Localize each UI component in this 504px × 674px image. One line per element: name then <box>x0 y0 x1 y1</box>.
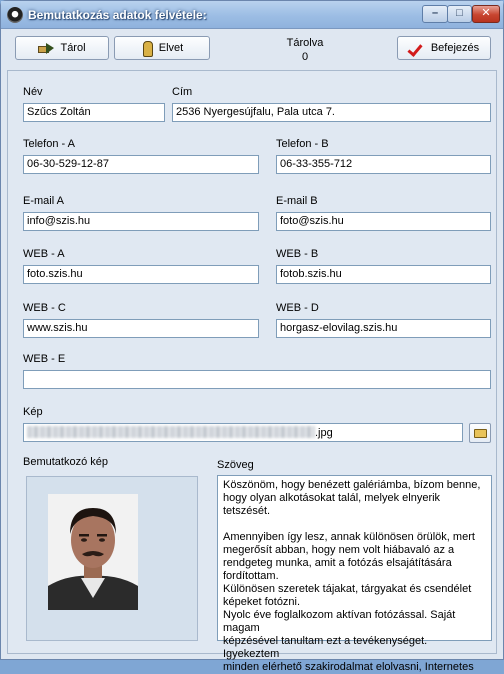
checkmark-icon <box>409 41 425 55</box>
image-path-suffix: .jpg <box>315 427 333 439</box>
web-b-input[interactable]: fotob.szis.hu <box>276 265 491 284</box>
blurred-path <box>27 426 315 438</box>
store-button-label: Tárol <box>60 42 86 54</box>
minimize-button[interactable]: – <box>422 5 448 23</box>
email-b-input[interactable]: foto@szis.hu <box>276 212 491 231</box>
folder-open-icon <box>474 429 487 438</box>
name-input[interactable]: Szűcs Zoltán <box>23 103 165 122</box>
close-button[interactable]: ✕ <box>472 5 500 23</box>
web-d-label: WEB - D <box>276 302 319 314</box>
intro-image-label: Bemutatkozó kép <box>23 456 108 468</box>
image-label: Kép <box>23 406 43 418</box>
email-a-label: E-mail A <box>23 195 64 207</box>
stored-label: Tárolva <box>286 37 324 49</box>
text-label: Szöveg <box>217 459 254 471</box>
email-b-label: E-mail B <box>276 195 318 207</box>
camera-lens-icon <box>7 7 23 23</box>
web-d-input[interactable]: horgasz-elovilag.szis.hu <box>276 319 491 338</box>
web-a-input[interactable]: foto.szis.hu <box>23 265 259 284</box>
discard-button-label: Elvet <box>158 42 184 54</box>
phone-a-input[interactable]: 06-30-529-12-87 <box>23 155 259 174</box>
toolbar <box>7 30 497 68</box>
web-e-label: WEB - E <box>23 353 66 365</box>
portrait-photo <box>48 494 138 610</box>
email-a-input[interactable]: info@szis.hu <box>23 212 259 231</box>
store-button[interactable] <box>15 36 109 60</box>
web-c-label: WEB - C <box>23 302 66 314</box>
address-input[interactable]: 2536 Nyergesújfalu, Pala utca 7. <box>172 103 491 122</box>
web-c-input[interactable]: www.szis.hu <box>23 319 259 338</box>
phone-a-label: Telefon - A <box>23 138 75 150</box>
window-title: Bemutatkozás adatok felvétele: <box>28 8 207 22</box>
image-path-input[interactable] <box>23 423 463 442</box>
web-b-label: WEB - B <box>276 248 319 260</box>
browse-image-button[interactable] <box>469 423 491 443</box>
save-arrow-icon <box>38 43 54 54</box>
finish-button[interactable] <box>397 36 491 60</box>
form-panel <box>7 70 497 673</box>
finish-button-label: Befejezés <box>430 42 480 54</box>
phone-b-input[interactable]: 06-33-355-712 <box>276 155 491 174</box>
name-label: Név <box>23 86 43 98</box>
intro-text-area[interactable]: Köszönöm, hogy benézett galériámba, bízom benne, hogy olyan alkotásokat talál, melyek elnyerik tetszését. Amennyiben így lesz, annak különösen örülök, mert megerősít abban, hogy nem volt hiábavaló az a rendgeteg munka, amit a fotózás elsajátítására fordítottam. Különösen szeretek tájakat, tárgyakat és csendélet képeket fotózni. Nyolc éve foglalkozom aktívan fotózással. Saját magam képzésével tanultam ezt a tevékenységet. Igyekeztem minden elérhető szakirodalmat elolvasni, Internetes <box>217 475 492 641</box>
hand-icon <box>141 41 153 55</box>
intro-image-frame[interactable] <box>26 476 198 641</box>
stored-count: 0 <box>301 51 309 63</box>
maximize-button[interactable]: □ <box>447 5 472 23</box>
discard-button[interactable] <box>114 36 210 60</box>
address-label: Cím <box>172 86 193 98</box>
web-a-label: WEB - A <box>23 248 65 260</box>
web-e-input[interactable] <box>23 370 491 389</box>
phone-b-label: Telefon - B <box>276 138 329 150</box>
title-bar[interactable] <box>1 1 503 29</box>
